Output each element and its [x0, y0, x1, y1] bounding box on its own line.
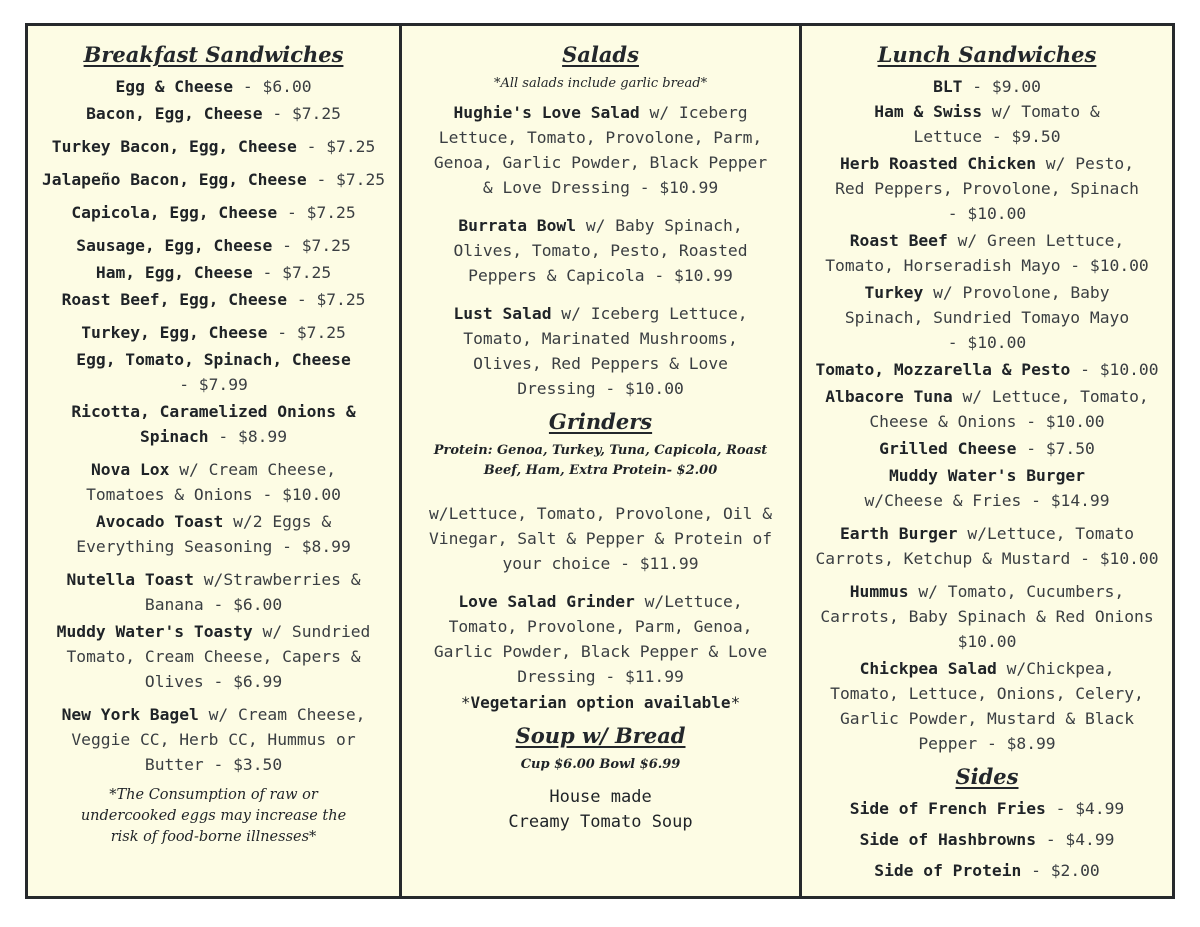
lunch-heading: Lunch Sandwiches — [877, 42, 1097, 67]
menu-item: Ham, Egg, Cheese - $7.25 — [95, 263, 332, 282]
menu-item: Nutella Toast w/Strawberries & Banana - $6.00 — [66, 570, 361, 614]
menu-item: Ricotta, Caramelized Onions & Spinach - $8.99 — [71, 402, 356, 446]
menu-item: Turkey, Egg, Cheese - $7.25 — [81, 323, 346, 342]
menu-item: Capicola, Egg, Cheese - $7.25 — [71, 203, 356, 222]
menu-item: Muddy Water's Burger w/Cheese & Fries - $14.99 — [864, 466, 1110, 510]
breakfast-heading: Breakfast Sandwiches — [83, 42, 344, 67]
menu-item: Earth Burger w/Lettuce, Tomato Carrots, Ketchup & Mustard - $10.00 — [815, 524, 1159, 568]
menu-item: Ham & Swiss w/ Tomato & Lettuce - $9.50 — [874, 102, 1100, 146]
menu-item: Side of French Fries - $4.99 — [849, 799, 1125, 818]
menu-item: Hummus w/ Tomato, Cucumbers, Carrots, Baby Spinach & Red Onions $10.00 — [820, 582, 1154, 651]
menu-item: Bacon, Egg, Cheese - $7.25 — [86, 104, 341, 123]
menu-item: Chickpea Salad w/Chickpea, Tomato, Lettuce, Onions, Celery, Garlic Powder, Mustard & Black Pepper - $8.99 — [830, 659, 1144, 753]
menu-item: Turkey w/ Provolone, Baby Spinach, Sundried Tomayo Mayo - $10.00 — [844, 283, 1130, 352]
menu-item: Side of Protein - $2.00 — [874, 861, 1100, 880]
menu-item: Herb Roasted Chicken w/ Pesto, Red Peppers, Provolone, Spinach - $10.00 — [835, 154, 1139, 223]
menu-board — [25, 23, 1175, 899]
salads-column — [402, 26, 802, 896]
menu-item: w/Lettuce, Tomato, Provolone, Oil & Vinegar, Salt & Pepper & Protein of your choice - $11.99 — [428, 504, 773, 573]
raw-egg-disclaimer: *The Consumption of raw or undercooked eggs may increase the risk of food-borne illnesses* — [80, 787, 347, 845]
menu-item: Jalapeño Bacon, Egg, Cheese - $7.25 — [41, 170, 386, 189]
menu-item: Tomato, Mozzarella & Pesto - $10.00 — [815, 360, 1159, 379]
lunch-column — [802, 26, 1172, 896]
sides-heading: Sides — [955, 764, 1019, 789]
menu-item: Avocado Toast w/2 Eggs & Everything Seasoning - $8.99 — [76, 512, 351, 556]
menu-item: Turkey Bacon, Egg, Cheese - $7.25 — [51, 137, 376, 156]
menu-item: Side of Hashbrowns - $4.99 — [859, 830, 1115, 849]
menu-item: Sausage, Egg, Cheese - $7.25 — [76, 236, 351, 255]
soup-description: House made Creamy Tomato Soup — [508, 787, 693, 832]
menu-item: Nova Lox w/ Cream Cheese, Tomatoes & Onions - $10.00 — [86, 460, 341, 504]
menu-item: Burrata Bowl w/ Baby Spinach, Olives, Tomato, Pesto, Roasted Peppers & Capicola - $10.99 — [453, 216, 748, 285]
menu-item: Hughie's Love Salad w/ Iceberg Lettuce, Tomato, Provolone, Parm, Genoa, Garlic Powder, Black Pepper & Love Dressing - $10.99 — [433, 103, 768, 197]
menu-item: Lust Salad w/ Iceberg Lettuce, Tomato, Marinated Mushrooms, Olives, Red Peppers & Love Dressing - $10.00 — [453, 304, 748, 398]
menu-item: BLT - $9.00 — [933, 77, 1041, 96]
menu-item: New York Bagel w/ Cream Cheese, Veggie CC, Herb CC, Hummus or Butter - $3.50 — [61, 705, 366, 774]
menu-item: Egg & Cheese - $6.00 — [115, 77, 312, 96]
menu-item: Albacore Tuna w/ Lettuce, Tomato, Cheese & Onions - $10.00 — [825, 387, 1149, 431]
menu-item: Love Salad Grinder w/Lettuce, Tomato, Provolone, Parm, Genoa, Garlic Powder, Black Pepper & Love Dressing - $11.99 — [433, 592, 768, 686]
menu-item: Roast Beef, Egg, Cheese - $7.25 — [61, 290, 366, 309]
breakfast-column — [28, 26, 402, 896]
menu-item: Muddy Water's Toasty w/ Sundried Tomato, Cream Cheese, Capers & Olives - $6.99 — [56, 622, 371, 691]
grinders-protein-note: Protein: Genoa, Turkey, Tuna, Capicola, Roast Beef, Ham, Extra Protein- $2.00 — [433, 443, 768, 478]
salads-heading: Salads — [562, 42, 639, 67]
menu-item: Grilled Cheese - $7.50 — [879, 439, 1095, 458]
soup-heading: Soup w/ Bread — [515, 723, 686, 748]
menu-item: Egg, Tomato, Spinach, Cheese - $7.99 — [76, 350, 351, 394]
soup-prices: Cup $6.00 Bowl $6.99 — [520, 757, 681, 772]
menu-item: Roast Beef w/ Green Lettuce, Tomato, Horseradish Mayo - $10.00 — [825, 231, 1149, 275]
grinders-heading: Grinders — [548, 409, 653, 434]
salads-note: *All salads include garlic bread* — [493, 76, 708, 91]
vegetarian-note: *Vegetarian option available* — [460, 693, 741, 712]
